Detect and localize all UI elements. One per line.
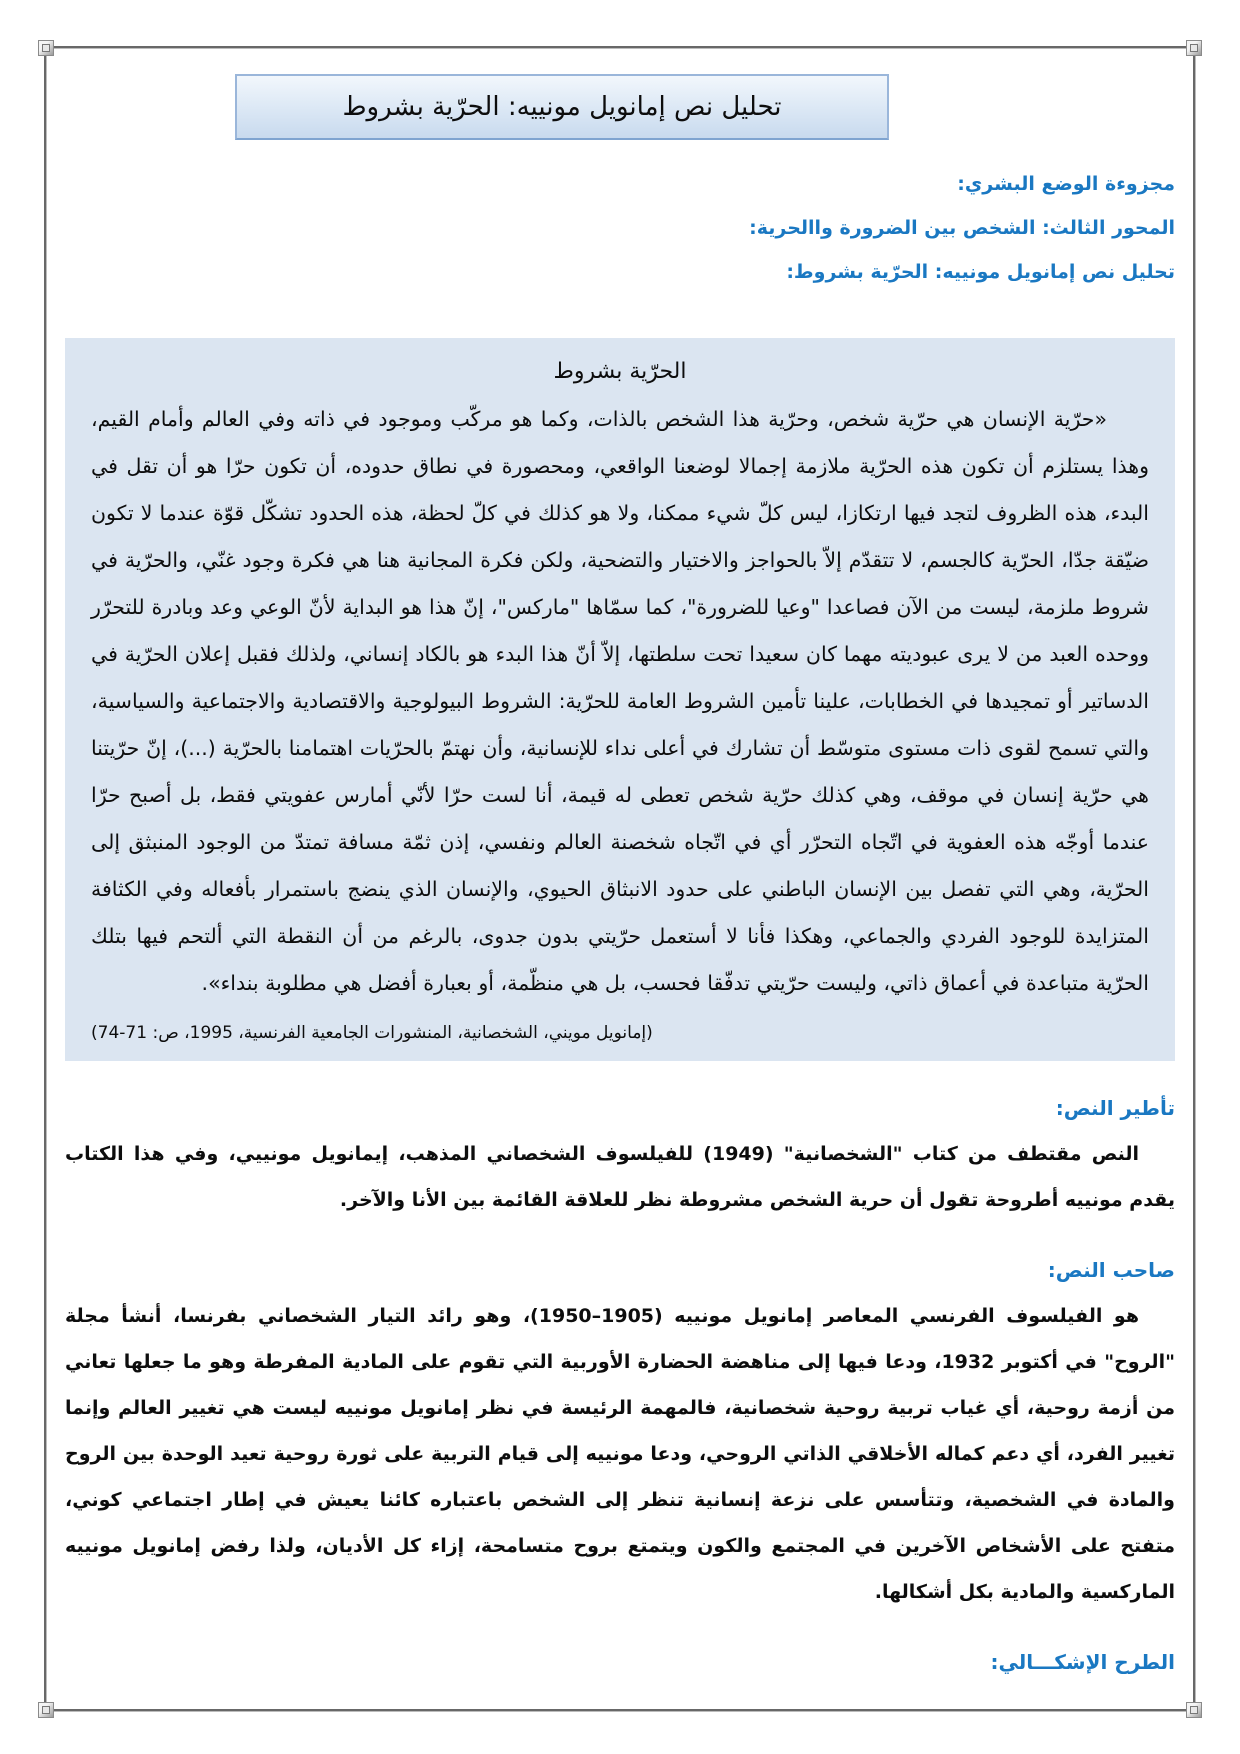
header-module: مجزوءة الوضع البشري:: [957, 173, 1175, 195]
frame-corner-ornament: [38, 40, 54, 56]
quote-box: [65, 338, 1175, 1061]
section-author-heading: صاحب النص:: [1047, 1258, 1175, 1282]
frame-corner-ornament: [38, 1702, 54, 1718]
section-problematic: [65, 1645, 1175, 1679]
section-author-body: هو الفيلسوف الفرنسي المعاصر إمانويل مونييه (1905–1950)، وهو رائد التيار الشخصاني بفرنسا، أنشأ مجلة "الروح" في أكتوبر 1932، ودعا فيها إلى مناهضة الحضارة الأوربية التي تقوم على المادية المفرطة وهو ما جعلها تعاني من أزمة روحية، أي غياب تربية روحية شخصانية، فالمهمة الرئيسة في نظر إمانويل مونييه ليست هي تغيير العالم وإنما تغيير الفرد، أي دعم كماله الأخلاقي الذاتي الروحي، ودعا مونييه إلى قيام التربية على ثورة روحية تعيد الوحدة بين الروح والمادة في الشخصية، وتتأسس على نزعة إنسانية تنظر إلى الشخص باعتباره كائنا يعيش في إطار اجتماعي كوني، متفتح على الأشخاص الآخرين في المجتمع والكون ويتمتع بروح متسامحة، إزاء كل الأديان، ولذا رفض إمانويل مونييه الماركسية والمادية بكل أشكالها.: [65, 1305, 1175, 1603]
frame-corner-ornament: [1186, 1702, 1202, 1718]
document-title: تحليل نص إمانويل مونييه: الحرّية بشروط: [342, 92, 782, 122]
header-axis: المحور الثالث: الشخص بين الضرورة واالحرية:: [749, 217, 1175, 239]
quote-attribution: (إمانويل مويني، الشخصانية، المنشورات الجامعية الفرنسية، 1995، ص: 71-74): [91, 1023, 653, 1043]
section-framing-body: النص مقتطف من كتاب "الشخصانية" (1949) للفيلسوف الشخصاني المذهب، إيمانويل مونييي، وفي هذا الكتاب يقدم مونييه أطروحة تقول أن حرية الشخص مشروطة نظر للعلاقة القائمة بين الأنا والآخر.: [65, 1143, 1175, 1211]
quote-paragraph: «حرّية الإنسان هي حرّية شخص، وحرّية هذا الشخص بالذات، وكما هو مركّب وموجود في ذاته وفي العالم وأمام القيم، وهذا يستلزم أن تكون هذه الحرّية ملازمة إجمالا لوضعنا الواقعي، ومحصورة في نطاق حدوده، أن تكون حرّا هو أن تقل في البدء، هذه الظروف لتجد فيها ارتكازا، ليس كلّ شيء ممكنا، ولا هو كذلك في كلّ لحظة، هذه الحدود تشكّل قوّة عندما لا تكون ضيّقة جدّا، الحرّية كالجسم، لا تتقدّم إلاّ بالحواجز والاختيار والتضحية، ولكن فكرة المجانية هنا هي فكرة وجود غنّي، والحرّية في شروط ملزمة، ليست من الآن فصاعدا "وعيا للضرورة"، كما سمّاها "ماركس"، إنّ هذا هو البداية لأنّ الوعي وعد وبادرة للتحرّر ووحده العبد من لا يرى عبوديته مهما كان سعيدا تحت سلطتها، إلاّ أنّ هذا البدء هو بالكاد إنساني، ولذلك فقبل إعلان الحرّية في الدساتير أو تمجيدها في الخطابات، علينا تأمين الشروط العامة للحرّية: الشروط البيولوجية والاقتصادية والاجتماعية والسياسية، والتي تسمح لقوى ذات مستوى متوسّط أن تشارك في أعلى نداء للإنسانية، وأن نهتمّ بالحرّيات اهتمامنا بالحرّية (...)، إنّ حرّيتنا هي حرّية إنسان في موقف، وهي كذلك حرّية شخص تعطى له قيمة، أنا لست حرّا لأنّي أمارس عفويتي فقط، بل أصبح حرّا عندما أوجّه هذه العفوية في اتّجاه التحرّر أي في اتّجاه شخصنة العالم ونفسي، إذن ثمّة مسافة تمتدّ من الوجود المنبثق إلى الحرّية، وهي التي تفصل بين الإنسان الباطني على حدود الانبثاق الحيوي، والإنسان الذي ينضج باستمرار بأفعاله وفي الكثافة المتزايدة للوجود الفردي والجماعي، وهكذا فأنا لا أستعمل حرّيتي بدون جدوى، بالرغم من أن النقطة التي ألتحم فيها بتلك الحرّية متباعدة في أعماق ذاتي، وليست حرّيتي تدفّقا فحسب، بل هي منظّمة، أو بعبارة أفضل هي مطلوبة بنداء».: [91, 407, 1149, 995]
section-framing-heading: تأطير النص:: [1055, 1096, 1175, 1120]
section-author: [65, 1253, 1175, 1615]
section-problematic-heading: الطرح الإشكـــالي:: [990, 1650, 1175, 1674]
document-content: [65, 74, 1175, 1679]
frame-corner-ornament: [1186, 40, 1202, 56]
quote-heading: الحرّية بشروط: [553, 359, 687, 384]
document-title-box: [235, 74, 889, 140]
lesson-headers: [65, 162, 1175, 294]
header-text-analysis: تحليل نص إمانويل مونييه: الحرّية بشروط:: [786, 261, 1175, 283]
section-framing: [65, 1091, 1175, 1223]
